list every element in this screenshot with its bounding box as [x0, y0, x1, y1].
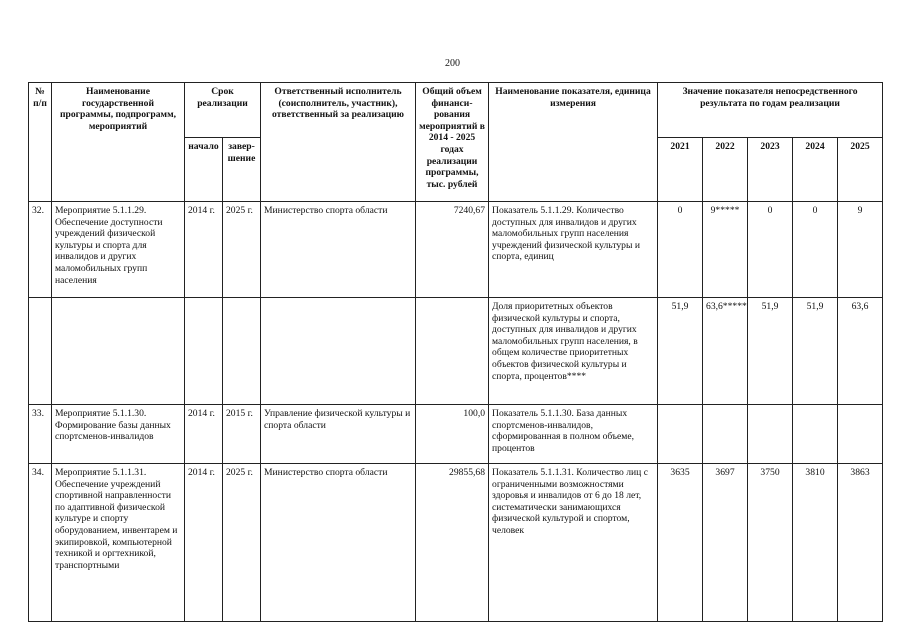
- row-start: 2014 г.: [185, 464, 223, 622]
- row-indicator: Доля приоритетных объектов физической культуры и спорта, доступных для инвалидов и других маломобильных групп населения, в общем количестве приоритетных объектов физической культуры и спорта, процентов****: [489, 298, 658, 405]
- header-values: Значение показателя непосредственного результата по годам реализации: [658, 83, 883, 138]
- header-name: Наименование государственной программы, подпрограмм, мероприятий: [52, 83, 185, 202]
- table-row: [29, 298, 883, 405]
- header-indicator: Наименование показателя, единица измерения: [489, 83, 658, 202]
- row-end: 2025 г.: [223, 464, 261, 622]
- row-value: 63,6*****: [703, 298, 748, 405]
- row-num: 33.: [29, 405, 52, 464]
- row-num: 32.: [29, 202, 52, 298]
- header-executor: Ответственный исполнитель (соисполнитель, участник), ответственный за реализацию: [261, 83, 416, 202]
- row-value: 0: [793, 202, 838, 298]
- header-term-start: начало: [185, 138, 223, 202]
- row-start: 2014 г.: [185, 405, 223, 464]
- row-indicator: Показатель 5.1.1.31. Количество лиц с ограниченными возможностями здоровья и инвалидов от 6 до 18 лет, систематически занимающихся физической культурой и спортом, человек: [489, 464, 658, 622]
- row-indicator: Показатель 5.1.1.29. Количество доступных для инвалидов и других маломобильных групп населения учреждений физической культуры и спорта, единиц: [489, 202, 658, 298]
- header-year: 2022: [703, 138, 748, 202]
- row-executor: [261, 298, 416, 405]
- row-end: 2015 г.: [223, 405, 261, 464]
- row-value: 3863: [838, 464, 883, 622]
- program-table: [28, 82, 883, 622]
- row-name: [52, 298, 185, 405]
- header-term: Срок реализации: [185, 83, 261, 138]
- row-value: 0: [748, 202, 793, 298]
- row-name: Мероприятие 5.1.1.31. Обеспечение учреждений спортивной направленности по адаптивной физической культуре и спорту оборудованием, инвентарем и экипировкой, компьютерной техникой и оргтехникой, транспортными: [52, 464, 185, 622]
- row-executor: Министерство спорта области: [261, 202, 416, 298]
- page-number: 200: [445, 58, 460, 69]
- row-num: 34.: [29, 464, 52, 622]
- row-value: [748, 405, 793, 464]
- row-indicator: Показатель 5.1.1.30. База данных спортсменов-инвалидов, сформированная в полном объеме, процентов: [489, 405, 658, 464]
- header-year: 2021: [658, 138, 703, 202]
- row-start: [185, 298, 223, 405]
- row-end: 2025 г.: [223, 202, 261, 298]
- row-volume: 100,0: [416, 405, 489, 464]
- row-value: 3810: [793, 464, 838, 622]
- row-executor: Управление физической культуры и спорта области: [261, 405, 416, 464]
- row-value: 3750: [748, 464, 793, 622]
- row-name: Мероприятие 5.1.1.29. Обеспечение доступности учреждений физической культуры и спорта для инвалидов и других маломобильных групп населения: [52, 202, 185, 298]
- row-value: [703, 405, 748, 464]
- header-volume: Общий объем финанси-рования мероприятий в 2014 - 2025 годах реализации программы, тыс. рублей: [416, 83, 489, 202]
- table-row: [29, 464, 883, 622]
- header-num: № п/п: [29, 83, 52, 202]
- header-year: 2023: [748, 138, 793, 202]
- row-name: Мероприятие 5.1.1.30. Формирование базы данных спортсменов-инвалидов: [52, 405, 185, 464]
- header-row-1: [29, 83, 883, 138]
- row-value: 51,9: [748, 298, 793, 405]
- row-value: 9*****: [703, 202, 748, 298]
- row-executor: Министерство спорта области: [261, 464, 416, 622]
- header-term-end: завер-шение: [223, 138, 261, 202]
- row-value: [658, 405, 703, 464]
- row-volume: 29855,68: [416, 464, 489, 622]
- table-row: [29, 202, 883, 298]
- row-value: [838, 405, 883, 464]
- row-value: 0: [658, 202, 703, 298]
- row-value: 63,6: [838, 298, 883, 405]
- row-start: 2014 г.: [185, 202, 223, 298]
- row-volume: [416, 298, 489, 405]
- row-value: 3697: [703, 464, 748, 622]
- header-year: 2024: [793, 138, 838, 202]
- row-volume: 7240,67: [416, 202, 489, 298]
- row-value: 9: [838, 202, 883, 298]
- table-row: [29, 405, 883, 464]
- row-value: 51,9: [793, 298, 838, 405]
- row-end: [223, 298, 261, 405]
- row-num: [29, 298, 52, 405]
- header-year: 2025: [838, 138, 883, 202]
- row-value: [793, 405, 838, 464]
- row-value: 3635: [658, 464, 703, 622]
- row-value: 51,9: [658, 298, 703, 405]
